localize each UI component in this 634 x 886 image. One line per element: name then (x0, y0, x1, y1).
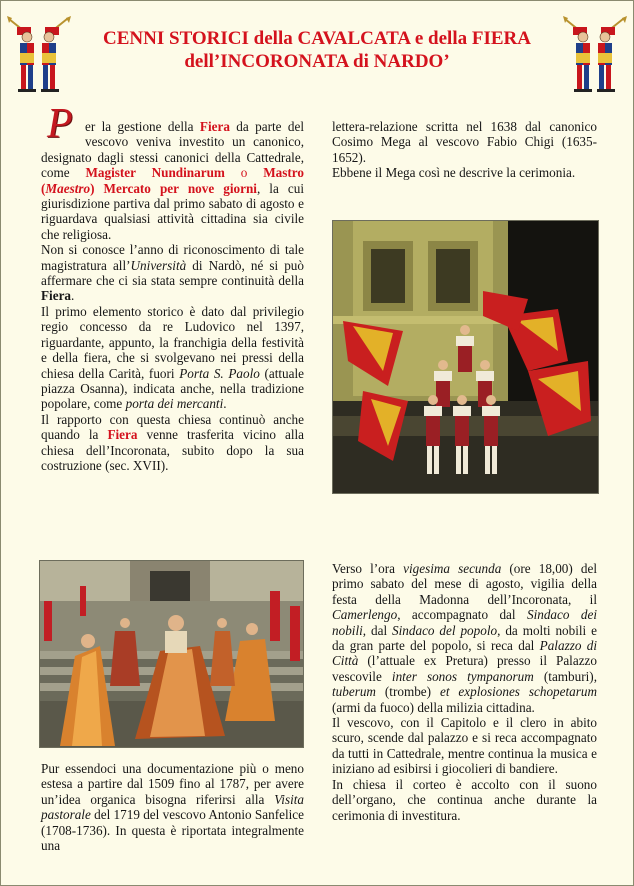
paragraph: Il primo elemento storico è dato dal privilegio regio concesso da re Ludovico nel 1397, riguardante, appunto, la franchigia della festività e della fiera, che si svolgevano nei pressi della chiesa della Carità, fuori Porta S. Paolo (attuale piazza Osanna), indicata anche, nella tradizione popolare, come porta dei mercanti. (41, 303, 304, 412)
herald-trumpeters-left-illustration (7, 13, 71, 95)
drop-cap: P (47, 101, 73, 147)
page-title-line2: dell’INCORONATA di NARDO’ (184, 51, 450, 72)
page-title (71, 27, 563, 73)
paragraph: Verso l’ora vigesima secunda (ore 18,00) del primo sabato del mese di agosto, vigilia della festa della Madonna dell’Incoronata, il Camerlengo, accompagnato dal Sindaco dei nobili, dal Sindaco del popolo, da molti nobili e da gran parte del popolo, si reca dal Palazzo di Città (l’attuale ex Pretura) presso il Palazzo vescovile inter sonos tympanorum (tamburi), tuberum (trombe) et explosiones schopetarum (armi da fuoco) della milizia cittadina. (332, 561, 597, 715)
paragraph: Non si conosce l’anno di riconoscimento di tale magistratura all’Università di Nardò, né si può affermare che ci sia stata sempre continuità della Fiera. (41, 242, 304, 304)
paragraph: In chiesa il corteo è accolto con il suono dell’organo, che continua anche durante la cerimonia di investitura. (332, 776, 597, 823)
article-column-4 (332, 561, 597, 823)
article-column-2 (332, 119, 597, 181)
flag-wavers-photo (332, 220, 599, 494)
paragraph: lettera-relazione scritta nel 1638 dal canonico Cosimo Mega al vescovo Fabio Chigi (1635-1652). (332, 119, 597, 165)
paragraph: Per la gestione della Fiera da parte del vescovo veniva investito un canonico, designato dagli stessi canonici della Cattedrale, come Magister Nundinarum o Mastro (Maestro) Mercato per nove giorni, la cui giurisdizione partiva dal primo sabato di agosto e riguardava qualsiasi attività cittadina sia civile che religiosa. (41, 101, 304, 242)
page-title-line1: CENNI STORICI della CAVALCATA e della FIERA (103, 28, 531, 49)
paragraph: Pur essendoci una documentazione più o meno estesa a partire dal 1509 fino al 1787, per avere un’idea organica bisogna riferirsi alla Visita pastorale del 1719 del vescovo Antonio Sanfelice (1708-1736). In questa è riportata integralmente una (41, 761, 304, 854)
article-column-1 (41, 101, 304, 473)
paragraph: Il rapporto con questa chiesa continuò anche quando la Fiera venne trasferita vicino alla chiesa dell’Incoronata, subito dopo la sua costruzione (sec. XVII). (41, 411, 304, 473)
article-column-3 (41, 761, 304, 853)
costume-parade-photo (39, 560, 304, 748)
herald-trumpeters-right-illustration (563, 13, 627, 95)
paragraph: Il vescovo, con il Capitolo e il clero in abito scuro, scende dal palazzo e si reca accompagnato da tutti in Cattedrale, mentre continua la musica e iniziano ad esibirsi i giocolieri di bandiere. (332, 715, 597, 777)
paragraph: Ebbene il Mega così ne descrive la cerimonia. (332, 165, 576, 181)
